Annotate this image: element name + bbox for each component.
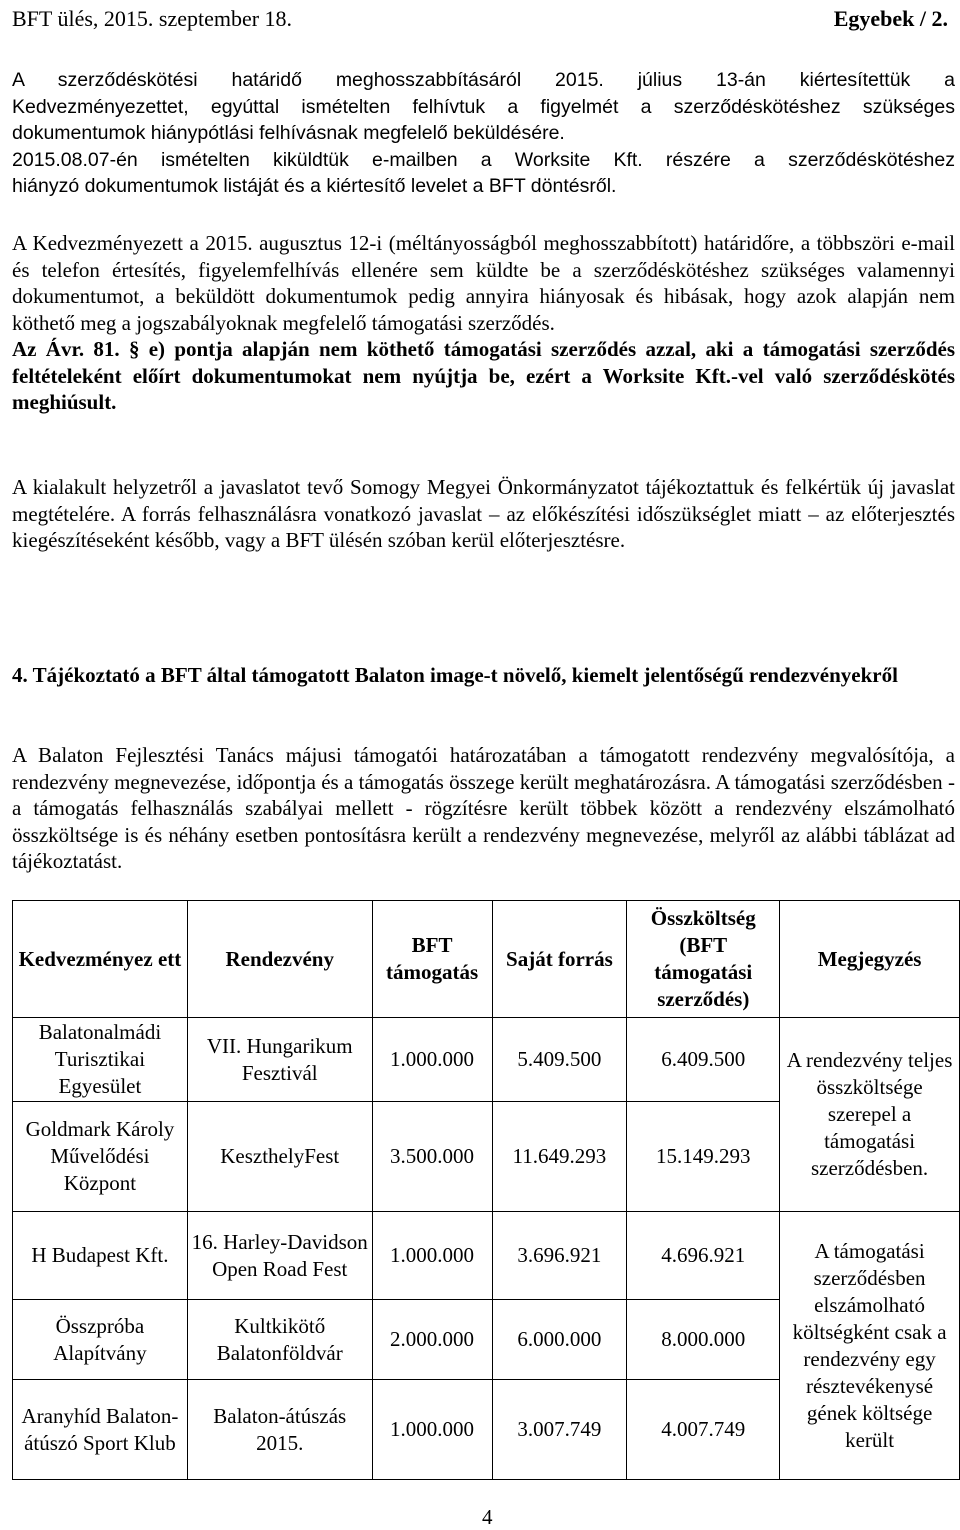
cell-bft-support: 1.000.000 <box>372 1018 492 1102</box>
cell-own-source: 3.696.921 <box>492 1212 627 1300</box>
cell-bft-support: 1.000.000 <box>372 1212 492 1300</box>
paragraph-text: A Kedvezményezett a 2015. augusztus 12-i (méltányosságból meghosszabbított) határidőre, a többszöri e-mail és telefon értesítés, figyelemfelhívás ellenére sem küldte be a szerződéskötéshez szükséges valamennyi dokumentumot, a beküldött dokumentumok pedig annyira hiányosak és hibásak, hogy azok alapján nem köthető meg a jogszabályoknak megfelelő támogatási szerződés. <box>12 231 955 335</box>
cell-event: VII. Hungarikum Fesztivál <box>187 1018 372 1102</box>
cell-own-source: 6.000.000 <box>492 1300 627 1380</box>
cell-note: A rendezvény teljes összköltsége szerepel a támogatási szerződésben. <box>780 1018 960 1212</box>
table-row <box>13 1018 960 1102</box>
cell-beneficiary: Balatonalmádi Turisztikai Egyesület <box>13 1018 188 1102</box>
cell-bft-support: 2.000.000 <box>372 1300 492 1380</box>
cell-event: Kultkikötő Balatonföldvár <box>187 1300 372 1380</box>
col-header-event: Rendezvény <box>187 901 372 1018</box>
cell-total-cost: 8.000.000 <box>627 1300 780 1380</box>
cell-total-cost: 4.696.921 <box>627 1212 780 1300</box>
events-table <box>12 900 960 1480</box>
cell-event: Balaton-átúszás 2015. <box>187 1380 372 1480</box>
cell-event: KeszthelyFest <box>187 1102 372 1212</box>
paragraph-text: A kialakult helyzetről a javaslatot tevő Somogy Megyei Önkormányzatot tájékoztattuk és felkértük új javaslat megtételére. A forrás felhasználásra vonatkozó javaslat – az előkészítési időszükséglet miatt – az előterjesztés kiegészítéseként később, vagy a BFT ülésén szóban kerül előterjesztésre. <box>12 475 955 552</box>
cell-event: 16. Harley-Davidson Open Road Fest <box>187 1212 372 1300</box>
header-meeting-date: BFT ülés, 2015. szeptember 18. <box>12 6 293 31</box>
col-header-note: Megjegyzés <box>780 901 960 1018</box>
cell-total-cost: 6.409.500 <box>627 1018 780 1102</box>
paragraph-bold-conclusion: Az Ávr. 81. § e) pontja alapján nem köthető támogatási szerződés azzal, aki a támogatási szerződés feltételeként előírt dokumentumokat nem nyújtja be, ezért a Worksite Kft.-vel való szerződéskötés meghiúsult. <box>12 337 955 414</box>
paragraph-text: A Balaton Fejlesztési Tanács májusi támogatói határozatában a támogatott rendezvény megvalósítója, a rendezvény megnevezése, időpontja és a támogatás összege került meghatározásra. A támogatási szerződésben - a támogatás felhasználás szabályai mellett - rögzítésre került többek között a rendezvény elszámolható összköltsége is és néhány esetben pontosításra került a rendezvény megnevezése, melyről az alábbi táblázat ad tájékoztatást. <box>12 743 955 873</box>
page-number: 4 <box>482 1505 493 1529</box>
cell-own-source: 11.649.293 <box>492 1102 627 1212</box>
cell-beneficiary: H Budapest Kft. <box>13 1212 188 1300</box>
paragraph-new-proposal <box>12 474 955 554</box>
cell-bft-support: 1.000.000 <box>372 1380 492 1480</box>
paragraph-line: dokumentumok hiánypótlási felhívásnak megfelelő beküldésére. <box>12 122 565 144</box>
col-header-own-source: Saját forrás <box>492 901 627 1018</box>
col-header-bft-support: BFT támogatás <box>372 901 492 1018</box>
header-agenda-item: Egyebek / 2. <box>833 6 948 31</box>
cell-own-source: 5.409.500 <box>492 1018 627 1102</box>
page-header <box>12 6 952 36</box>
cell-total-cost: 15.149.293 <box>627 1102 780 1212</box>
paragraph-beneficiary-failure <box>12 230 955 416</box>
col-header-beneficiary: Kedvezményez ett <box>13 901 188 1018</box>
cell-note: A támogatási szerződésben elszámolható költségként csak a rendezvény egy résztevékenysé gének költsége került <box>780 1212 960 1480</box>
cell-beneficiary: Aranyhíd Balaton-átúszó Sport Klub <box>13 1380 188 1480</box>
paragraph-line: Kedvezményezettet, egyúttal ismételten felhívtuk a figyelmét a szerződéskötéshez szükséges <box>12 95 955 118</box>
col-header-total-cost: Összköltség (BFT támogatási szerződés) <box>627 901 780 1018</box>
paragraph-line: A szerződéskötési határidő meghosszabbításáról 2015. július 13-án kiértesítettük a <box>12 69 955 91</box>
cell-own-source: 3.007.749 <box>492 1380 627 1480</box>
cell-beneficiary: Goldmark Károly Művelődési Központ <box>13 1102 188 1212</box>
paragraph-deadline-extension <box>12 67 955 200</box>
cell-beneficiary: Összpróba Alapítvány <box>13 1300 188 1380</box>
section-4-body <box>12 742 955 875</box>
section-4 <box>12 662 955 689</box>
paragraph-line: 2015.08.07-én ismételten kiküldtük e-mailben a Worksite Kft. részére a szerződéskötéshez <box>12 148 955 171</box>
section-heading: 4. Tájékoztató a BFT által támogatott Balaton image-t növelő, kiemelt jelentőségű rendezvényekről <box>12 663 898 687</box>
cell-bft-support: 3.500.000 <box>372 1102 492 1212</box>
cell-total-cost: 4.007.749 <box>627 1380 780 1480</box>
table-header-row <box>13 901 960 1018</box>
table-row <box>13 1212 960 1300</box>
paragraph-line: hiányzó dokumentumok listáját és a kiértesítő levelet a BFT döntésről. <box>12 175 617 197</box>
